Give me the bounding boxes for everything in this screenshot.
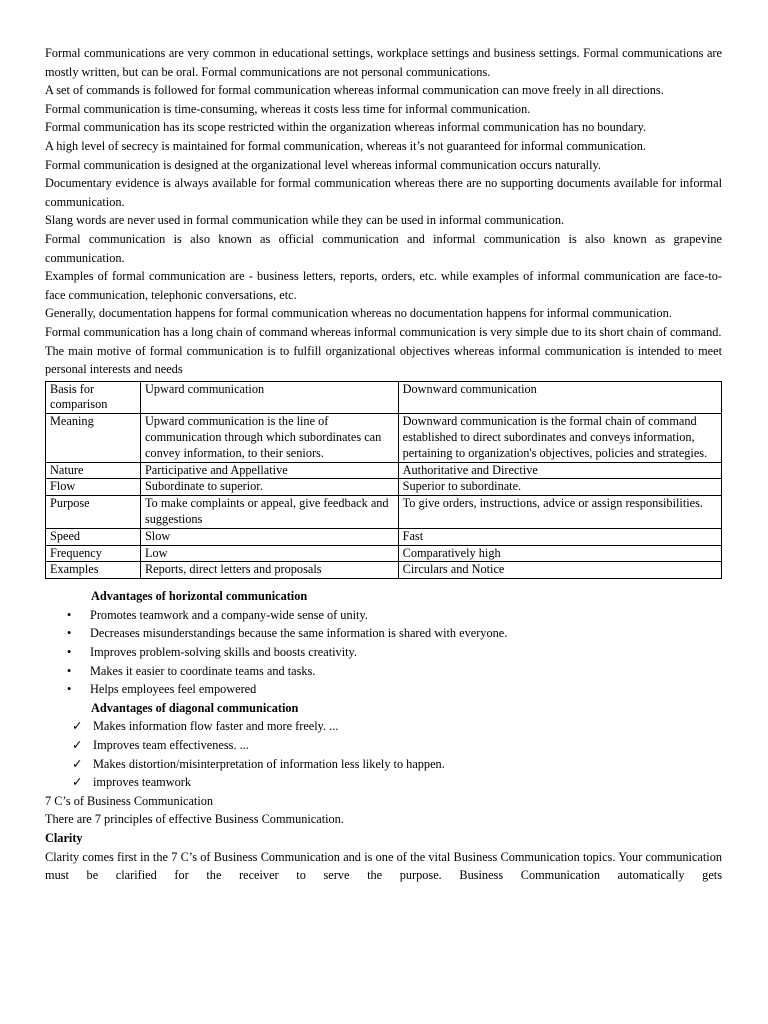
seven-cs-intro: There are 7 principles of effective Business Communication. xyxy=(45,812,344,827)
check-item: ✓ Makes distortion/misinterpretation of information less likely to happen. xyxy=(45,755,722,774)
horizontal-advantages-heading: Advantages of horizontal communication xyxy=(91,589,308,604)
check-item: ✓ Improves team effectiveness. ... xyxy=(45,736,722,755)
table-cell: To give orders, instructions, advice or assign responsibilities. xyxy=(398,496,721,529)
table-header-cell: Upward communication xyxy=(140,381,398,414)
paragraph: A set of commands is followed for formal communication whereas informal communication can move freely in all directions. xyxy=(45,83,664,98)
table-cell: Comparatively high xyxy=(398,545,721,562)
table-header-cell: Basis for comparison xyxy=(46,381,141,414)
bullet-item: • Promotes teamwork and a company-wide sense of unity. xyxy=(45,606,722,625)
seven-cs-title: 7 C’s of Business Communication xyxy=(45,793,214,808)
paragraph: Documentary evidence is always available for formal communication whereas there are no supporting documents available for informal communication. xyxy=(45,176,722,209)
paragraph: A high level of secrecy is maintained for formal communication, whereas it’s not guaranteed for informal communication. xyxy=(45,138,646,153)
paragraph: Slang words are never used in formal communication while they can be used in informal communication. xyxy=(45,213,565,228)
check-item: ✓ Makes information flow faster and more freely. ... xyxy=(45,717,722,736)
table-cell: Meaning xyxy=(46,414,141,462)
paragraph: Formal communication is also known as official communication and informal communication is also known as grapevine communication. xyxy=(45,231,722,265)
paragraph: Formal communication has its scope restricted within the organization whereas informal communication has no boundary. xyxy=(45,120,647,135)
table-cell: Downward communication is the formal chain of command established to direct subordinates and conveys information, pertaining to organization's objectives, policies and strategies. xyxy=(398,414,721,462)
table-cell: Flow xyxy=(46,479,141,496)
table-row xyxy=(46,528,722,545)
table-header-cell: Downward communication xyxy=(398,381,721,414)
bullet-item: • Improves problem-solving skills and boosts creativity. xyxy=(45,643,722,662)
paragraph: Formal communication has a long chain of command whereas informal communication is very simple due to its short chain of command. xyxy=(45,324,722,339)
table-cell: Subordinate to superior. xyxy=(140,479,398,496)
table-cell: Speed xyxy=(46,528,141,545)
table-cell: Circulars and Notice xyxy=(398,562,721,579)
clarity-heading: Clarity xyxy=(45,830,83,845)
table-cell: Fast xyxy=(398,528,721,545)
bullet-item: • Decreases misunderstandings because the same information is shared with everyone. xyxy=(45,624,722,643)
clarity-paragraph: Clarity comes first in the 7 C’s of Business Communication and is one of the vital Business Communication topics. Your communication must be clarified for the receiver to serve the purpose. Business Communication automatically gets xyxy=(45,849,722,883)
paragraph: The main motive of formal communication is to fulfill organizational objectives whereas informal communication is intended to meet personal interests and needs xyxy=(45,343,722,377)
paragraph: Formal communications are very common in educational settings, workplace settings and business settings. Formal communications are mostly written, but can be oral. Formal communications are not personal communications. xyxy=(45,46,722,79)
table-row xyxy=(46,479,722,496)
diagonal-advantages-heading: Advantages of diagonal communication xyxy=(91,700,299,715)
paragraph: Formal communication is time-consuming, whereas it costs less time for informal communication. xyxy=(45,101,531,116)
comparison-table xyxy=(45,381,722,580)
bullet-item: • Makes it easier to coordinate teams and tasks. xyxy=(45,662,722,681)
table-cell: Reports, direct letters and proposals xyxy=(140,562,398,579)
table-row xyxy=(46,496,722,529)
horizontal-advantages-list xyxy=(45,606,722,699)
bullet-item: • Helps employees feel empowered xyxy=(45,680,722,699)
table-cell: To make complaints or appeal, give feedback and suggestions xyxy=(140,496,398,529)
table-cell: Superior to subordinate. xyxy=(398,479,721,496)
table-cell: Examples xyxy=(46,562,141,579)
table-row xyxy=(46,414,722,462)
table-cell: Purpose xyxy=(46,496,141,529)
document-page xyxy=(45,44,722,885)
table-header-row xyxy=(46,381,722,414)
diagonal-advantages-list xyxy=(45,717,722,791)
table-row xyxy=(46,545,722,562)
table-cell: Authoritative and Directive xyxy=(398,462,721,479)
paragraph: Examples of formal communication are - business letters, reports, orders, etc. while examples of informal communication are face-to-face communication, telephonic conversations, etc. xyxy=(45,269,722,302)
paragraph: Formal communication is designed at the organizational level whereas informal communication occurs naturally. xyxy=(45,157,601,172)
table-row xyxy=(46,462,722,479)
table-cell: Upward communication is the line of communication through which subordinates can convey information, to their seniors. xyxy=(140,414,398,462)
table-cell: Low xyxy=(140,545,398,562)
table-cell: Slow xyxy=(140,528,398,545)
table-row xyxy=(46,562,722,579)
table-cell: Nature xyxy=(46,462,141,479)
paragraph: Generally, documentation happens for formal communication whereas no documentation happens for informal communication. xyxy=(45,306,672,321)
table-cell: Frequency xyxy=(46,545,141,562)
check-item: ✓ improves teamwork xyxy=(45,773,722,792)
table-cell: Participative and Appellative xyxy=(140,462,398,479)
